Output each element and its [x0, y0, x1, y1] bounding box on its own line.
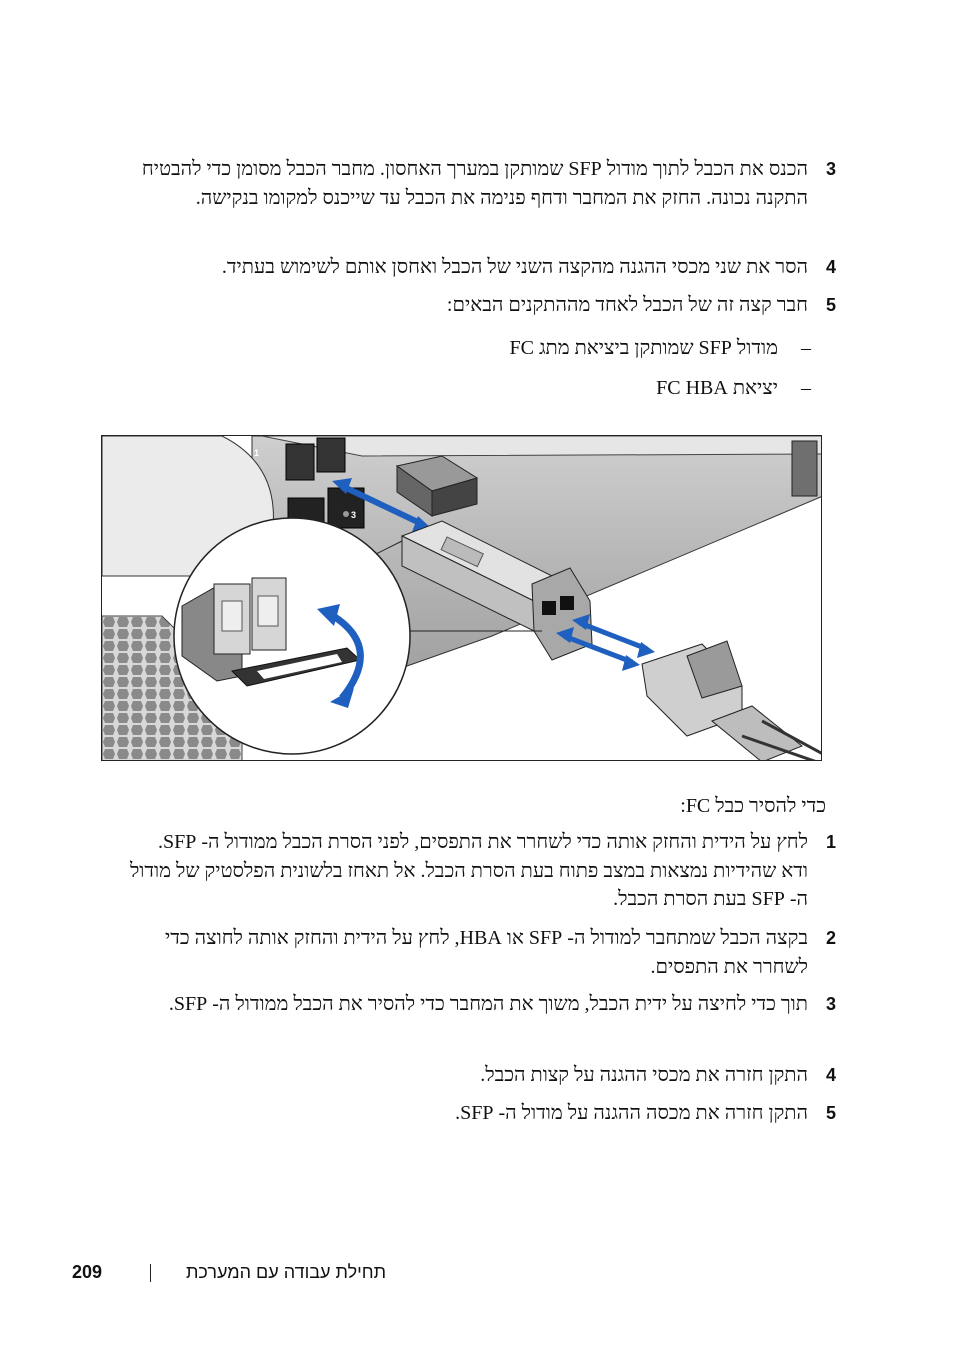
step-text: התקן חזרה את מכסה ההגנה על מודול ה- SFP.	[455, 1102, 808, 1124]
lc-connector	[642, 641, 822, 761]
remove-cable-heading: כדי להסיר כבל FC:	[680, 795, 826, 817]
bullet-text: מודול SFP שמותקן ביציאת מתג FC	[509, 337, 778, 359]
bullet-hba-port	[178, 374, 811, 402]
sfp-cable-illustration	[101, 435, 822, 761]
step-number: 4	[825, 257, 836, 277]
page-footer	[0, 1260, 954, 1290]
step-number: 5	[825, 295, 836, 315]
step-number: 3	[825, 994, 836, 1014]
step-text: הסר את שני מכסי ההגנה מהקצה השני של הכבל ואחסן אותם לשימוש בעתיד.	[221, 256, 808, 278]
step-number: 3	[825, 159, 836, 179]
remove-step-2	[128, 924, 836, 981]
install-step-3	[128, 155, 836, 212]
bullet-text: יציאת FC HBA	[656, 377, 778, 399]
step-number: 5	[825, 1103, 836, 1123]
chapter-title: תחילת עבודה עם המערכת	[186, 1262, 387, 1282]
install-step-5	[128, 291, 836, 320]
remove-step-4	[128, 1061, 836, 1090]
remove-step-5	[128, 1099, 836, 1128]
page-number: 209	[72, 1262, 103, 1282]
step-number: 2	[825, 928, 836, 948]
port-label-1: 1	[254, 448, 260, 458]
step-number: 1	[825, 832, 836, 852]
install-step-4	[128, 253, 836, 282]
latch-magnified-view	[174, 518, 410, 754]
bullet-sfp-switch	[178, 334, 811, 362]
step-text: התקן חזרה את מכסי ההגנה על קצות הכבל.	[480, 1064, 808, 1086]
step-text: חבר קצה זה של הכבל לאחד מההתקנים הבאים:	[446, 294, 808, 316]
port-label-3: 3	[351, 510, 357, 520]
footer-divider	[150, 1264, 151, 1282]
bullet-dash: –	[801, 377, 811, 399]
step-text: לחץ על הידית והחזק אותה כדי לשחרר את התפסים, לפני הסרת הכבל ממודול ה- SFP. ודא שהידיות נמצאות במצב פתוח בעת הסרת הכבל. אל תאחז בלשונית הפלסטיק של מודול ה- SFP בעת הסרת הכבל.	[129, 831, 808, 910]
step-text: תוך כדי לחיצה על ידית הכבל, משוך את המחבר כדי להסיר את הכבל ממודול ה- SFP.	[168, 993, 808, 1015]
step-text: הכנס את הכבל לתוך מודול SFP שמותקן במערך האחסון. מחבר הכבל מסומן כדי להבטיח התקנה נכונה. החזק את המחבר ודחף פנימה את הכבל עד שייכנס למקומו בנקישה.	[141, 158, 808, 209]
step-text: בקצה הכבל שמתחבר למודול ה- SFP או HBA, לחץ על הידית והחזק אותה לחוצה כדי לשחרר את התפסים.	[164, 927, 808, 978]
bullet-dash: –	[801, 337, 811, 359]
remove-step-3	[128, 990, 836, 1019]
remove-step-1	[128, 828, 836, 914]
step-number: 4	[825, 1065, 836, 1085]
